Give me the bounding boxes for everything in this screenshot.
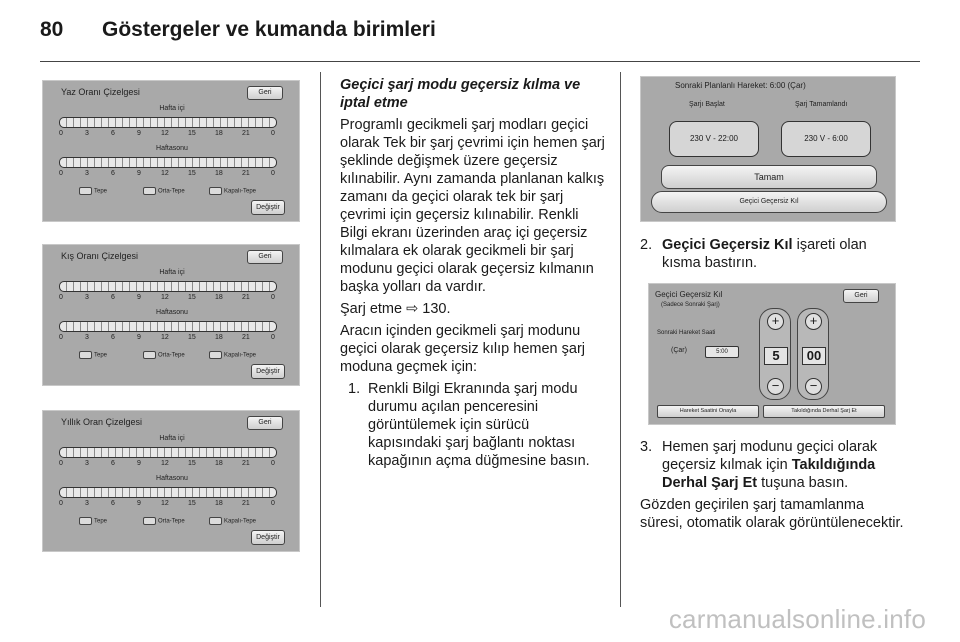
page-header	[40, 18, 920, 62]
legend-swatch	[79, 517, 92, 525]
weekend-timeline-bar[interactable]	[59, 487, 277, 498]
hour-tick: 12	[161, 170, 169, 177]
screen-title: Yıllık Oran Çizelgesi	[61, 417, 143, 427]
charge-complete-label: Şarj Tamamlandı	[795, 101, 848, 108]
hour-tick: 6	[111, 500, 115, 507]
weekday-label: Hafta içi	[159, 435, 185, 442]
step-2	[640, 236, 910, 272]
summer-rate-schedule-screen	[42, 80, 300, 222]
legend-off-peak: Kapalı-Tepe	[209, 351, 256, 359]
page-number: 80	[40, 18, 64, 41]
hour-tick: 9	[137, 170, 141, 177]
hour-tick: 3	[85, 500, 89, 507]
legend-swatch	[143, 187, 156, 195]
hour-tick: 21	[242, 334, 250, 341]
hour-tick: 15	[188, 334, 196, 341]
hour-ticks	[59, 334, 281, 344]
hour-tick: 3	[85, 460, 89, 467]
screen-title: Kış Oranı Çizelgesi	[61, 251, 139, 261]
legend-peak: Tepe	[79, 517, 107, 525]
hour-tick: 12	[161, 334, 169, 341]
winter-rate-schedule-screen	[42, 244, 300, 386]
confirm-departure-time-button[interactable]: Hareket Saatini Onayla	[657, 405, 759, 418]
hour-tick: 21	[242, 294, 250, 301]
hour-tick: 0	[271, 294, 275, 301]
step-text: Geçici Geçersiz Kıl işareti olan kısma bastırın.	[662, 237, 867, 271]
hour-tick: 3	[85, 294, 89, 301]
step-number: 1.	[348, 381, 361, 397]
weekend-label: Haftasonu	[156, 309, 188, 316]
screen-subtitle: (Sadece Sonraki Şarj)	[661, 302, 720, 308]
hour-tick: 0	[59, 130, 63, 137]
change-button[interactable]: Değiştir	[251, 530, 285, 545]
back-button[interactable]: Geri	[247, 250, 283, 264]
legend-mid-peak: Orta-Tepe	[143, 351, 185, 359]
hour-tick: 0	[271, 130, 275, 137]
hour-tick: 21	[242, 130, 250, 137]
hour-tick: 9	[137, 460, 141, 467]
hour-tick: 12	[161, 460, 169, 467]
hour-tick: 18	[215, 294, 223, 301]
legend-off-peak: Kapalı-Tepe	[209, 187, 256, 195]
watermark: carmanualsonline.info	[668, 604, 926, 634]
hour-ticks	[59, 294, 281, 304]
legend-swatch	[143, 517, 156, 525]
hour-ticks	[59, 130, 281, 140]
legend-swatch	[209, 517, 222, 525]
paragraph: Aracın içinden gecikmeli şarj modunu geçici olarak geçersiz kılıp hemen şarj moduna geçmek için:	[340, 323, 585, 375]
minute-plus-button[interactable]: +	[805, 313, 822, 330]
paragraph: Programlı gecikmeli şarj modları geçici olarak Tek bir şarj çevrimi için hemen şarj şeklinde değişmek üzere geçersiz kılınabilir. Aynı zamanda planlanan kalkış zamanı da geçici olarak tek bir şarj çevrimi için geçersiz kılınabilir. Renkli Bilgi ekranı üzerinden araç içi geçersiz kılmalara ek olarak gecikmeli bir şarj modunu geçici olarak geçersiz kılmanın başka yolları da vardır.	[340, 117, 605, 295]
hour-tick: 18	[215, 500, 223, 507]
screen-title: Sonraki Planlanlı Hareket: 6:00 (Çar)	[675, 81, 806, 90]
hour-tick: 21	[242, 170, 250, 177]
hour-tick: 0	[271, 170, 275, 177]
hour-plus-button[interactable]: +	[767, 313, 784, 330]
hour-tick: 15	[188, 460, 196, 467]
charge-start-label: Şarjı Başlat	[689, 101, 725, 108]
minute-value: 00	[802, 347, 826, 365]
step-3	[640, 438, 910, 492]
column-text	[340, 76, 608, 470]
step-text: Renkli Bilgi Ekranında şarj modu durumu açılan penceresini görüntülemek için sürücü kapısındaki şarj bağlantı noktası kapağının açma düğmesine basın.	[368, 381, 590, 469]
hour-tick: 9	[137, 294, 141, 301]
back-button[interactable]: Geri	[843, 289, 879, 303]
section-heading: Geçici şarj modu geçersiz kılma ve iptal etme	[340, 77, 581, 111]
weekday-timeline-bar[interactable]	[59, 117, 277, 128]
legend-mid-peak: Orta-Tepe	[143, 187, 185, 195]
hour-ticks	[59, 500, 281, 510]
hour-tick: 15	[188, 130, 196, 137]
hour-value: 5	[764, 347, 788, 365]
hour-tick: 0	[59, 170, 63, 177]
legend-peak: Tepe	[79, 351, 107, 359]
hour-tick: 18	[215, 130, 223, 137]
legend-off-peak: Kapalı-Tepe	[209, 517, 256, 525]
weekday-timeline-bar[interactable]	[59, 281, 277, 292]
hour-tick: 15	[188, 294, 196, 301]
minute-spinner	[797, 308, 829, 400]
hour-tick: 9	[137, 500, 141, 507]
departure-time-value: 5:00	[705, 346, 739, 358]
legend-peak: Tepe	[79, 187, 107, 195]
reference-arrow-icon: ⇨	[406, 301, 419, 317]
step-number: 3.	[640, 439, 653, 455]
charge-start-time[interactable]: 230 V - 22:00	[669, 121, 759, 157]
hour-tick: 12	[161, 500, 169, 507]
hour-tick: 21	[242, 460, 250, 467]
hour-tick: 3	[85, 334, 89, 341]
change-button[interactable]: Değiştir	[251, 200, 285, 215]
weekday-label: Hafta içi	[159, 105, 185, 112]
hour-minus-button[interactable]: −	[767, 378, 784, 395]
hour-ticks	[59, 170, 281, 180]
next-departure-screen	[640, 76, 896, 222]
temporary-override-button[interactable]: Geçici Geçersiz Kıl	[651, 191, 887, 213]
screen-title: Geçici Geçersiz Kıl	[655, 290, 723, 299]
weekday-label: Hafta içi	[159, 269, 185, 276]
hour-tick: 18	[215, 460, 223, 467]
hour-tick: 21	[242, 500, 250, 507]
charge-complete-time[interactable]: 230 V - 6:00	[781, 121, 871, 157]
cross-reference: Şarj etme ⇨ 130.	[340, 301, 451, 317]
ok-button[interactable]: Tamam	[661, 165, 877, 189]
back-button[interactable]: Geri	[247, 416, 283, 430]
page-title: Göstergeler ve kumanda birimleri	[102, 18, 436, 41]
hour-tick: 12	[161, 294, 169, 301]
step-number: 2.	[640, 237, 653, 253]
hour-tick: 0	[59, 500, 63, 507]
hour-tick: 6	[111, 130, 115, 137]
legend-swatch	[143, 351, 156, 359]
annual-rate-schedule-screen	[42, 410, 300, 552]
day-label: (Çar)	[671, 347, 687, 354]
hour-tick: 0	[271, 334, 275, 341]
hour-ticks	[59, 460, 281, 470]
hour-tick: 0	[59, 334, 63, 341]
hour-tick: 18	[215, 334, 223, 341]
next-departure-time-label: Sonraki Hareket Saati	[657, 330, 716, 336]
back-button[interactable]: Geri	[247, 86, 283, 100]
hour-tick: 6	[111, 170, 115, 177]
hour-tick: 15	[188, 170, 196, 177]
hour-tick: 9	[137, 130, 141, 137]
charge-immediately-when-plugged-button[interactable]: Takıldığında Derhal Şarj Et	[763, 405, 885, 418]
hour-tick: 0	[271, 460, 275, 467]
hour-tick: 3	[85, 130, 89, 137]
hour-tick: 12	[161, 130, 169, 137]
hour-tick: 6	[111, 294, 115, 301]
weekday-timeline-bar[interactable]	[59, 447, 277, 458]
minute-minus-button[interactable]: −	[805, 378, 822, 395]
column-divider	[620, 72, 621, 607]
legend-swatch	[209, 187, 222, 195]
closing-paragraph: Gözden geçirilen şarj tamamlanma süresi, otomatik olarak görüntülenecektir.	[640, 497, 904, 531]
screen-title: Yaz Oranı Çizelgesi	[61, 87, 140, 97]
legend-swatch	[209, 351, 222, 359]
legend-swatch	[79, 187, 92, 195]
step-list	[348, 380, 608, 470]
column-divider	[320, 72, 321, 607]
hour-tick: 6	[111, 334, 115, 341]
hour-tick: 15	[188, 500, 196, 507]
weekend-timeline-bar[interactable]	[59, 321, 277, 332]
hour-tick: 18	[215, 170, 223, 177]
weekend-timeline-bar[interactable]	[59, 157, 277, 168]
legend-mid-peak: Orta-Tepe	[143, 517, 185, 525]
hour-tick: 3	[85, 170, 89, 177]
legend-swatch	[79, 351, 92, 359]
hour-tick: 9	[137, 334, 141, 341]
weekend-label: Haftasonu	[156, 145, 188, 152]
hour-spinner	[759, 308, 791, 400]
step-text: Hemen şarj modunu geçici olarak geçersiz kılmak için Takıldığında Derhal Şarj Et tuşuna basın.	[662, 439, 878, 491]
temporary-override-screen	[648, 283, 896, 425]
weekend-label: Haftasonu	[156, 475, 188, 482]
hour-tick: 0	[59, 294, 63, 301]
hour-tick: 6	[111, 460, 115, 467]
change-button[interactable]: Değiştir	[251, 364, 285, 379]
hour-tick: 0	[271, 500, 275, 507]
hour-tick: 0	[59, 460, 63, 467]
